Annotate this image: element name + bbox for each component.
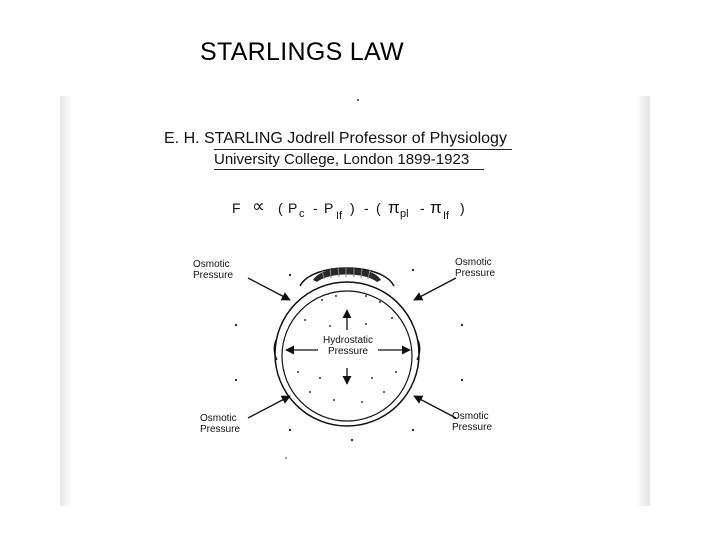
formula-paren-open-1: ( xyxy=(278,200,283,216)
osmotic-arrow-bottom-right xyxy=(414,396,456,418)
particles xyxy=(235,99,463,459)
osmotic-arrow-top-left xyxy=(248,278,290,300)
formula-lhs: F xyxy=(232,200,241,216)
formula-paren-close-2: ) xyxy=(460,200,465,216)
label-osmotic-top-right: Osmotic Pressure xyxy=(455,257,496,279)
formula-p-if: P xyxy=(324,200,334,216)
formula-sub-if-2: If xyxy=(443,210,450,222)
formula-paren-open-2: ( xyxy=(376,200,381,216)
osmotic-arrow-top-right xyxy=(414,278,456,300)
formula-minus-3: - xyxy=(420,200,425,216)
formula-pi-pl: π xyxy=(388,198,400,217)
formula-sub-if-1: If xyxy=(336,210,343,222)
label-osmotic-bottom-right: Osmotic Pressure xyxy=(452,411,493,433)
formula-proportional-symbol: ∝ xyxy=(252,196,265,216)
formula-sub-c: c xyxy=(299,208,305,220)
formula-sub-pl: pl xyxy=(400,208,409,220)
slide-title: STARLINGS LAW xyxy=(200,38,404,66)
formula-pi-if: π xyxy=(430,198,442,217)
formula-paren-close-1: ) xyxy=(350,200,355,216)
formula-minus-2: - xyxy=(364,200,369,216)
formula-p-c: P xyxy=(288,200,298,216)
header-line-1: E. H. STARLING Jodrell Professor of Physiology xyxy=(164,130,507,147)
label-osmotic-bottom-left: Osmotic Pressure xyxy=(200,413,241,435)
label-osmotic-top-left: Osmotic Pressure xyxy=(193,259,234,281)
header-line-2: University College, London 1899-1923 xyxy=(214,151,470,168)
formula-minus-1: - xyxy=(313,200,318,216)
label-hydrostatic-pressure: Hydrostatic Pressure xyxy=(318,335,378,357)
